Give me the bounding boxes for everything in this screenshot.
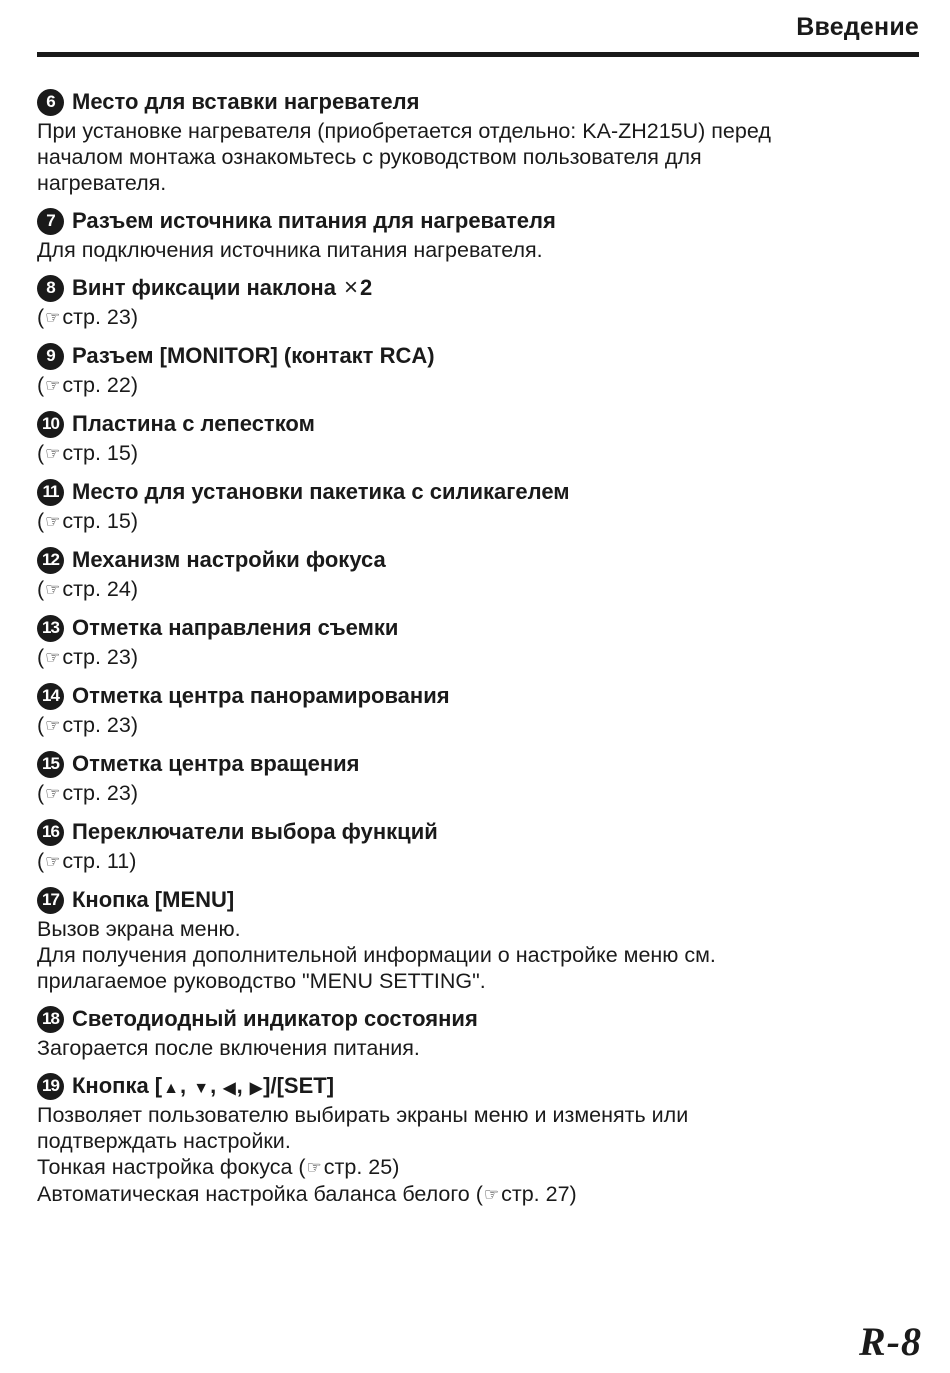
item-14	[37, 680, 917, 739]
item-title: Винт фиксации наклона	[72, 275, 336, 300]
item-description-line: Для получения дополнительной информации о настройке меню см.	[37, 943, 716, 967]
item-title: Отметка центра вращения	[72, 751, 360, 776]
item-heading	[37, 544, 917, 576]
hand-pointer-icon: ☞	[306, 1158, 322, 1177]
item-9	[37, 340, 917, 399]
item-description-line: При установке нагревателя (приобретается отдельно: KA-ZH215U) перед	[37, 119, 771, 143]
item-title: Пластина с лепестком	[72, 411, 315, 436]
item-title: Светодиодный индикатор состояния	[72, 1006, 478, 1031]
number-badge: 16	[37, 819, 64, 846]
item-description-line	[37, 1154, 917, 1181]
item-15	[37, 748, 917, 807]
hand-pointer-icon: ☞	[45, 852, 61, 871]
reference-prefix: Тонкая настройка фокуса (	[37, 1155, 306, 1179]
reference-prefix: Автоматическая настройка баланса белого (	[37, 1182, 483, 1206]
hand-pointer-icon: ☞	[45, 376, 61, 395]
item-6	[37, 86, 917, 196]
item-heading	[37, 86, 917, 118]
header-divider	[37, 52, 919, 57]
item-title: Разъем [MONITOR] (контакт RCA)	[72, 343, 435, 368]
item-heading	[37, 476, 917, 508]
item-description-line	[37, 1181, 917, 1208]
item-17	[37, 884, 917, 994]
item-description-line	[37, 508, 917, 535]
number-badge: 15	[37, 751, 64, 778]
item-title: Разъем источника питания для нагревателя	[72, 208, 556, 233]
item-19	[37, 1070, 917, 1208]
item-18	[37, 1003, 917, 1061]
item-heading	[37, 205, 917, 237]
reference-prefix: (	[37, 645, 45, 669]
item-heading	[37, 1003, 917, 1035]
number-badge: 19	[37, 1073, 64, 1100]
number-badge: 18	[37, 1006, 64, 1033]
item-description-line	[37, 780, 917, 807]
reference-prefix: (	[37, 781, 45, 805]
item-quantity: 2	[359, 275, 373, 300]
item-description-line: началом монтажа ознакомьтесь с руководством пользователя для	[37, 145, 702, 169]
hand-pointer-icon: ☞	[45, 716, 61, 735]
page-reference: стр. 15)	[62, 509, 138, 533]
item-description-line: Загорается после включения питания.	[37, 1036, 420, 1060]
item-title-part: ,	[210, 1073, 223, 1098]
item-13	[37, 612, 917, 671]
item-title-part: Кнопка [	[72, 1073, 163, 1098]
hand-pointer-icon: ☞	[45, 784, 61, 803]
item-11	[37, 476, 917, 535]
left-triangle-icon: ◀	[223, 1080, 236, 1097]
item-description-line	[37, 712, 917, 739]
reference-prefix: (	[37, 713, 45, 737]
reference-prefix: (	[37, 509, 45, 533]
item-16	[37, 816, 917, 875]
number-badge: 9	[37, 343, 64, 370]
item-heading	[37, 884, 917, 916]
item-8	[37, 272, 917, 331]
item-title: Место для установки пакетика с силикагелем	[72, 479, 570, 504]
page-section-title: Введение	[796, 13, 919, 41]
hand-pointer-icon: ☞	[45, 580, 61, 599]
item-title: Механизм настройки фокуса	[72, 547, 386, 572]
item-title: Переключатели выбора функций	[72, 819, 438, 844]
item-heading	[37, 408, 917, 440]
item-description-line: Вызов экрана меню.	[37, 917, 241, 941]
hand-pointer-icon: ☞	[483, 1185, 500, 1204]
reference-prefix: (	[37, 305, 45, 329]
reference-prefix: (	[37, 577, 45, 601]
page-reference: стр. 27)	[501, 1182, 577, 1206]
number-badge: 13	[37, 615, 64, 642]
item-title-part: ]/[SET]	[263, 1073, 335, 1098]
number-badge: 8	[37, 275, 64, 302]
number-badge: 11	[37, 479, 64, 506]
hand-pointer-icon: ☞	[45, 512, 61, 531]
hand-pointer-icon: ☞	[45, 308, 61, 327]
item-heading	[37, 1070, 917, 1102]
page-reference: стр. 23)	[62, 645, 138, 669]
number-badge: 7	[37, 208, 64, 235]
item-description-line	[37, 848, 917, 875]
page-reference: стр. 24)	[62, 577, 138, 601]
right-triangle-icon: ▶	[249, 1080, 263, 1097]
item-heading	[37, 816, 917, 848]
item-description-line	[37, 576, 917, 603]
item-description-line	[37, 440, 917, 467]
item-title	[72, 1073, 334, 1099]
page-reference: стр. 11)	[62, 849, 137, 873]
page-reference: стр. 15)	[62, 441, 138, 465]
number-badge: 17	[37, 887, 64, 914]
up-triangle-icon: ▲	[163, 1080, 179, 1097]
number-badge: 12	[37, 547, 64, 574]
hand-pointer-icon: ☞	[45, 444, 61, 463]
item-description-line	[37, 644, 917, 671]
item-12	[37, 544, 917, 603]
hand-pointer-icon: ☞	[45, 648, 61, 667]
item-title: Место для вставки нагревателя	[72, 89, 420, 114]
item-heading	[37, 748, 917, 780]
page-reference: стр. 22)	[62, 373, 138, 397]
item-heading	[37, 272, 917, 304]
reference-prefix: (	[37, 849, 45, 873]
page-number: R-8	[859, 1319, 922, 1364]
item-description-line	[37, 372, 917, 399]
item-heading	[37, 340, 917, 372]
item-title: Кнопка [MENU]	[72, 887, 235, 912]
page-reference: стр. 23)	[62, 713, 138, 737]
item-10	[37, 408, 917, 467]
item-description-line: Позволяет пользователю выбирать экраны меню и изменять или	[37, 1103, 689, 1127]
item-title-part: ,	[236, 1073, 249, 1098]
number-badge: 14	[37, 683, 64, 710]
reference-prefix: (	[37, 373, 45, 397]
item-description-line	[37, 304, 917, 331]
number-badge: 6	[37, 89, 64, 116]
item-title: Отметка центра панорамирования	[72, 683, 450, 708]
multiply-icon: ×	[343, 274, 358, 301]
item-description-line: прилагаемое руководство "MENU SETTING".	[37, 969, 486, 993]
down-triangle-icon: ▼	[193, 1080, 210, 1097]
item-list	[37, 86, 917, 1217]
item-description-line: подтверждать настройки.	[37, 1129, 291, 1153]
item-7	[37, 205, 917, 263]
page-reference: стр. 23)	[62, 305, 138, 329]
item-heading	[37, 612, 917, 644]
page-reference: стр. 23)	[62, 781, 138, 805]
number-badge: 10	[37, 411, 64, 438]
item-description-line: нагревателя.	[37, 171, 167, 195]
item-title-part: ,	[179, 1073, 193, 1098]
reference-prefix: (	[37, 441, 45, 465]
page-reference: стр. 25)	[323, 1155, 400, 1179]
item-title: Отметка направления съемки	[72, 615, 399, 640]
item-heading	[37, 680, 917, 712]
item-description-line: Для подключения источника питания нагревателя.	[37, 238, 543, 262]
